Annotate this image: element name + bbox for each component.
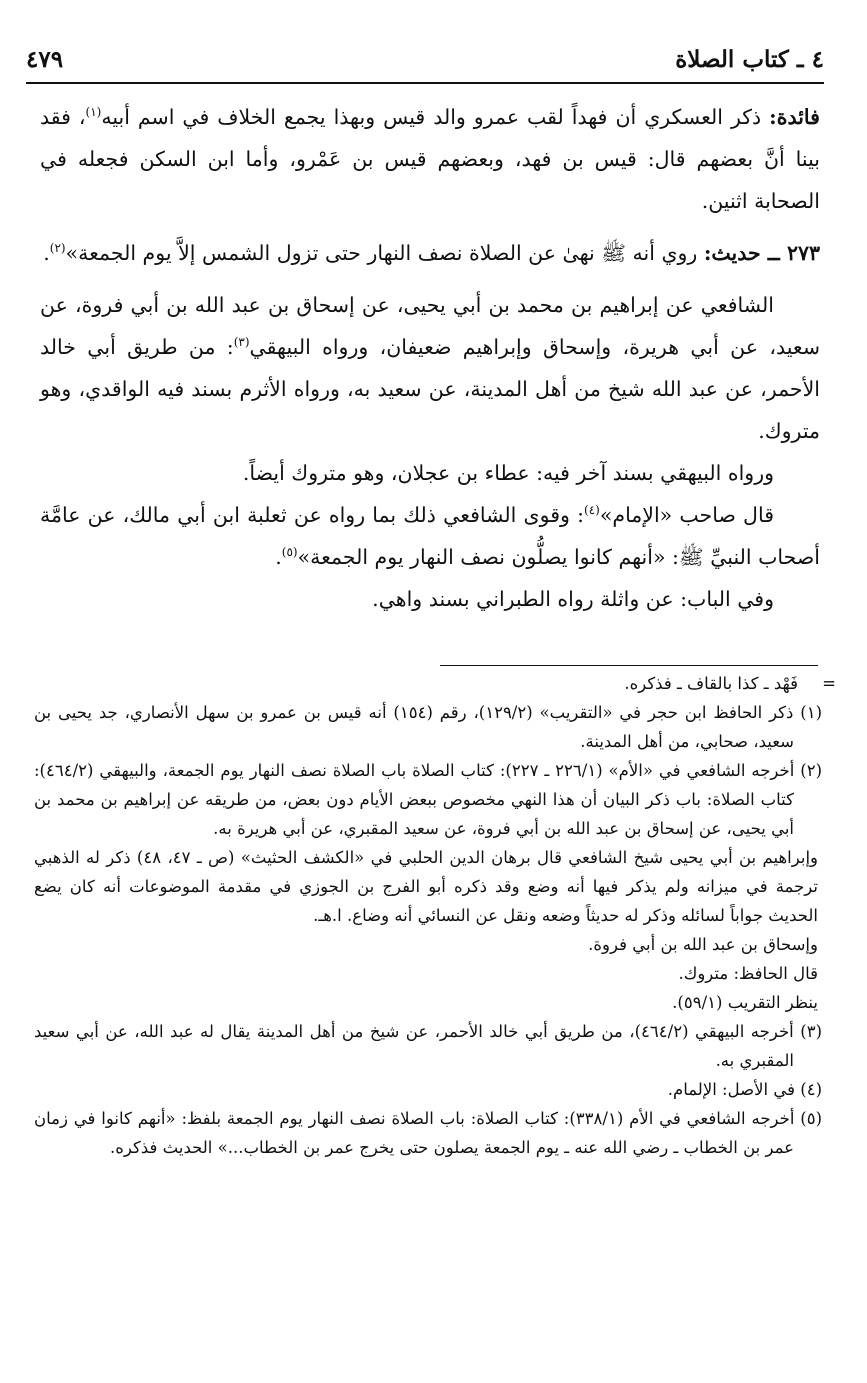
footnote-2-note-a: وإبراهيم بن أبي يحيى شيخ الشافعي قال برهان الدين الحلبي في «الكشف الحثيث» (ص ـ ٤٧، ٤٨) ذكر له الذهبي ترجمة في ميزانه ولم يذكر فيها أنه وضع وقد ذكره أبو الفرج بن الجوزي في مقدمة الموضوعات أنه كان يضع الحديث جواباً لسائله وذكر له حديثاً وضعه ونقل عن النسائي أنه وضاع. ا.هـ. (34, 848, 818, 925)
main-text (40, 96, 820, 620)
hadith-end: . (43, 241, 50, 265)
footnote-4: (٤) في الأصل: الإلمام. (667, 1080, 822, 1099)
footnotes (34, 669, 836, 1162)
faida-paragraph (40, 96, 820, 222)
hadith-paragraph (40, 232, 820, 274)
footnote-continuation (34, 669, 836, 698)
bab-paragraph: وفي الباب: عن واثلة رواه الطبراني بسند واهي. (372, 587, 774, 611)
page-number: ٤٧٩ (26, 45, 64, 73)
page-header (26, 40, 824, 78)
faida-text-2: ، فقد بينا أنَّ بعضهم قال: قيس بن فهد، وبعضهم قيس بن عَمْرو، وأما ابن السكن فجعله في الصحابة اثنين. (40, 105, 820, 213)
footnote-ref-3: (٣) (233, 335, 250, 350)
bayhaqi-paragraph: ورواه البيهقي بسند آخر فيه: عطاء بن عجلان، وهو متروك أيضاً. (242, 461, 774, 485)
takhrij-text: الشافعي عن إبراهيم بن محمد بن أبي يحيى، عن إسحاق بن عبد الله بن أبي فروة، عن سعيد، عن أبي هريرة، وإسحاق وإبراهيم ضعيفان، ورواه البيهقي (40, 293, 820, 359)
footnote-ref-1: (١) (85, 105, 102, 120)
faida-text: ذكر العسكري أن فهداً لقب عمرو والد قيس وبهذا يجمع الخلاف في اسم أبيه (101, 105, 770, 129)
imam-end: . (275, 545, 282, 569)
imam-text: قال صاحب «الإمام» (599, 503, 774, 527)
hadith-text: روي أنه ﷺ نهىٰ عن الصلاة نصف النهار حتى تزول الشمس إلاَّ يوم الجمعة» (65, 241, 704, 265)
footnote-3: (٣) أخرجه البيهقي (٤٦٤/٢)، من طريق أبي خالد الأحمر، عن شيخ من أهل المدينة يقال له عبد الله، عن أبي سعيد المقبري به. (34, 1022, 822, 1070)
footnote-ref-4: (٤) (584, 503, 600, 518)
hadith-number: ٢٧٣ ــ حديث: (703, 241, 820, 265)
takhrij-paragraph (40, 284, 820, 452)
footnote-2-note-c: قال الحافظ: متروك. (678, 964, 818, 983)
footnote-2: (٢) أخرجه الشافعي في «الأم» (٢٢٦/١ ـ ٢٢٧): كتاب الصلاة باب الصلاة نصف النهار يوم الجمعة، والبيهقي (٤٦٤/٢): كتاب الصلاة: باب ذكر البيان أن هذا النهي مخصوص ببعض الأيام دون بعض، من طريقه عن إبراهيم بن محمد بن أبي يحيى، عن إسحاق بن عبد الله بن أبي فروة، عن سعيد المقبري، عن أبي هريرة به. (34, 761, 822, 838)
footnote-1: (١) ذكر الحافظ ابن حجر في «التقريب» (١٢٩/٢)، رقم (١٥٤) أنه قيس بن عمرو بن سهل الأنصاري، جد يحيى بن سعيد، صحابي، من أهل المدينة. (34, 703, 822, 751)
footnote-2-note-b: وإسحاق بن عبد الله بن أبي فروة. (588, 935, 818, 954)
footnote-ref-5: (٥) (281, 545, 298, 560)
continuation-text: فَهْد ـ كذا بالقاف ـ فذكره. (624, 674, 798, 693)
takhrij-text-2: : من طريق أبي خالد الأحمر، عن عبد الله شيخ من أهل المدينة، عن سعيد به، ورواه الأثرم بسند فيه الواقدي، وهو متروك. (40, 335, 820, 443)
imam-text-2: : وقوى الشافعي ذلك بما رواه عن ثعلبة ابن أبي مالك، عن عامَّة أصحاب النبيِّ ﷺ: «أنهم كانوا يصلُّون نصف النهار يوم الجمعة» (40, 503, 820, 569)
continuation-mark: = (822, 674, 836, 693)
footnote-ref-2: (٢) (49, 241, 66, 256)
faida-label: فائدة: (769, 105, 820, 129)
chapter-title: ٤ ـ كتاب الصلاة (675, 45, 824, 73)
imam-paragraph (40, 494, 820, 578)
footnote-2-note-d: ينظر التقريب (٥٩/١). (672, 993, 818, 1012)
header-divider (26, 82, 824, 84)
footnote-5: (٥) أخرجه الشافعي في الأم (٣٣٨/١): كتاب الصلاة: باب الصلاة نصف النهار يوم الجمعة بلفظ: «أنهم كانوا في زمان عمر بن الخطاب ـ رضي الله عنه ـ يوم الجمعة يصلون حتى يخرج عمر بن الخطاب...» الحديث فذكره. (34, 1109, 823, 1157)
footnote-divider (440, 665, 818, 666)
